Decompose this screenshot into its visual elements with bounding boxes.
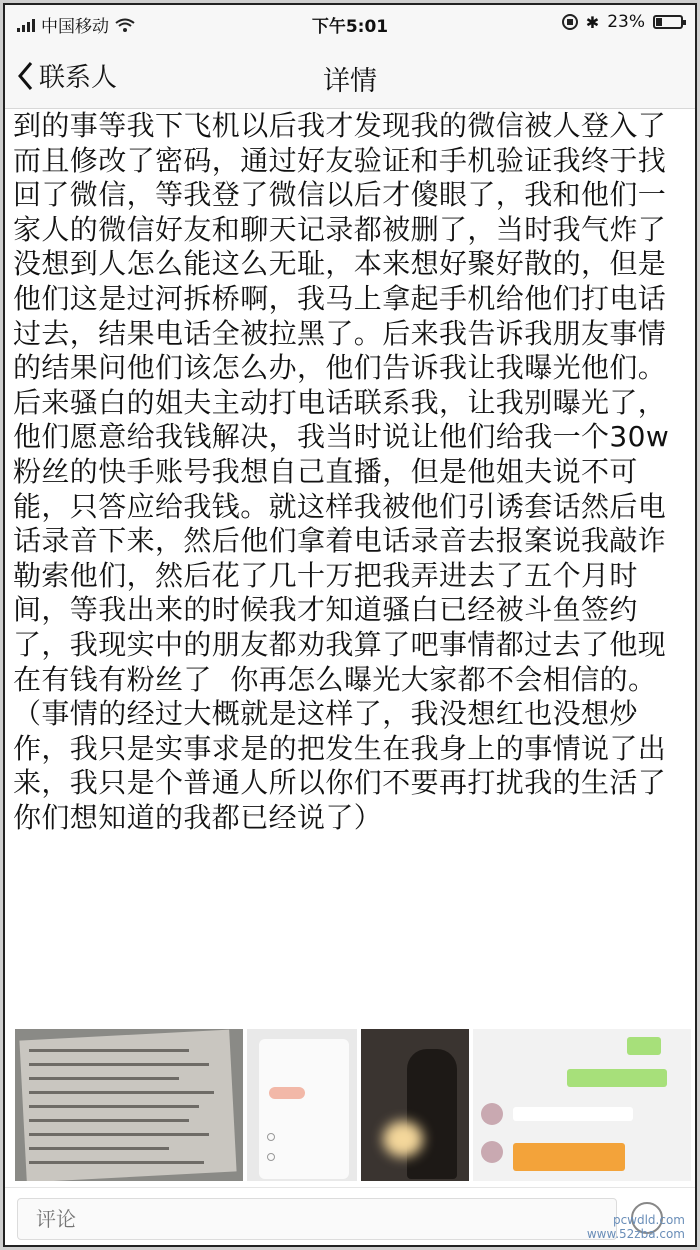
article-line: 作，我只是实事求是的把发生在我身上的事情说了出 [13, 731, 667, 765]
article-line: 间，等我出来的时候我才知道骚白已经被斗鱼签约 [13, 593, 638, 627]
article-line: 能，只答应给我钱。就这样我被他们引诱套话然后电 [13, 489, 667, 523]
article-line: 了，我现实中的朋友都劝我算了吧事情都过去了他现 [13, 627, 667, 661]
image-strip [15, 1029, 691, 1181]
status-bar [5, 5, 695, 39]
document-photo[interactable] [15, 1029, 243, 1181]
article-line: 来，我只是个普通人所以你们不要再打扰我的生活了 [13, 766, 667, 800]
article-line: 过去，结果电话全被拉黑了。后来我告诉我朋友事情 [13, 316, 667, 350]
article-line: 家人的微信好友和聊天记录都被删了，当时我气炸了 [13, 212, 667, 246]
watermark-line2: www.52zba.com [586, 1227, 685, 1241]
person-photo[interactable] [361, 1029, 469, 1181]
article-body [13, 109, 693, 835]
article-line: 回了微信，等我登了微信以后才傻眼了，我和他们一 [13, 178, 667, 212]
article-line: 没想到人怎么能这么无耻，本来想好聚好散的，但是 [13, 247, 667, 281]
article-line: 粉丝的快手账号我想自己直播，但是他姐夫说不可 [13, 454, 638, 488]
page-title: 详情 [323, 66, 377, 97]
comment-input[interactable] [17, 1198, 617, 1240]
article-line: 话录音下来，然后他们拿着电话录音去报案说我敲诈 [13, 524, 667, 558]
battery-fill [656, 18, 662, 26]
article-line: 而且修改了密码，通过好友验证和手机验证我终于找 [13, 143, 667, 177]
comment-bar [5, 1187, 695, 1247]
battery-icon [653, 15, 683, 29]
status-right [562, 12, 683, 32]
article-line: 后来骚白的姐夫主动打电话联系我，让我别曝光了， [13, 385, 667, 419]
article-line: 他们这是过河拆桥啊，我马上拿起手机给他们打电话 [13, 281, 667, 315]
status-time: 下午5:01 [311, 17, 389, 37]
article-line: 勒索他们，然后花了几十万把我弄进去了五个月时 [13, 558, 638, 592]
screen-frame [3, 3, 697, 1247]
carrier-label: 中国移动 [41, 17, 109, 37]
bluetooth-icon: ✱ [585, 12, 600, 32]
article-line: 你们想知道的我都已经说了） [13, 800, 383, 834]
back-label: 联系人 [39, 63, 118, 93]
watermark [587, 1213, 685, 1241]
article-line: 他们愿意给我钱解决，我当时说让他们给我一个30w [13, 420, 670, 454]
nav-bar [5, 39, 695, 109]
battery-percent: 23% [607, 12, 645, 32]
watermark-line1: pcwdld.com [612, 1213, 685, 1227]
rotation-lock-icon [562, 14, 578, 30]
chat-screenshot[interactable] [473, 1029, 691, 1181]
article-line: 的结果问他们该怎么办，他们告诉我让我曝光他们。 [13, 351, 667, 385]
phone-screenshot[interactable] [247, 1029, 357, 1181]
article-line: 到的事等我下飞机以后我才发现我的微信被人登入了 [13, 109, 667, 142]
article-line: 在有钱有粉丝了 你再怎么曝光大家都不会相信的。 [13, 662, 657, 696]
article-line: （事情的经过大概就是这样了，我没想红也没想炒 [13, 697, 638, 731]
